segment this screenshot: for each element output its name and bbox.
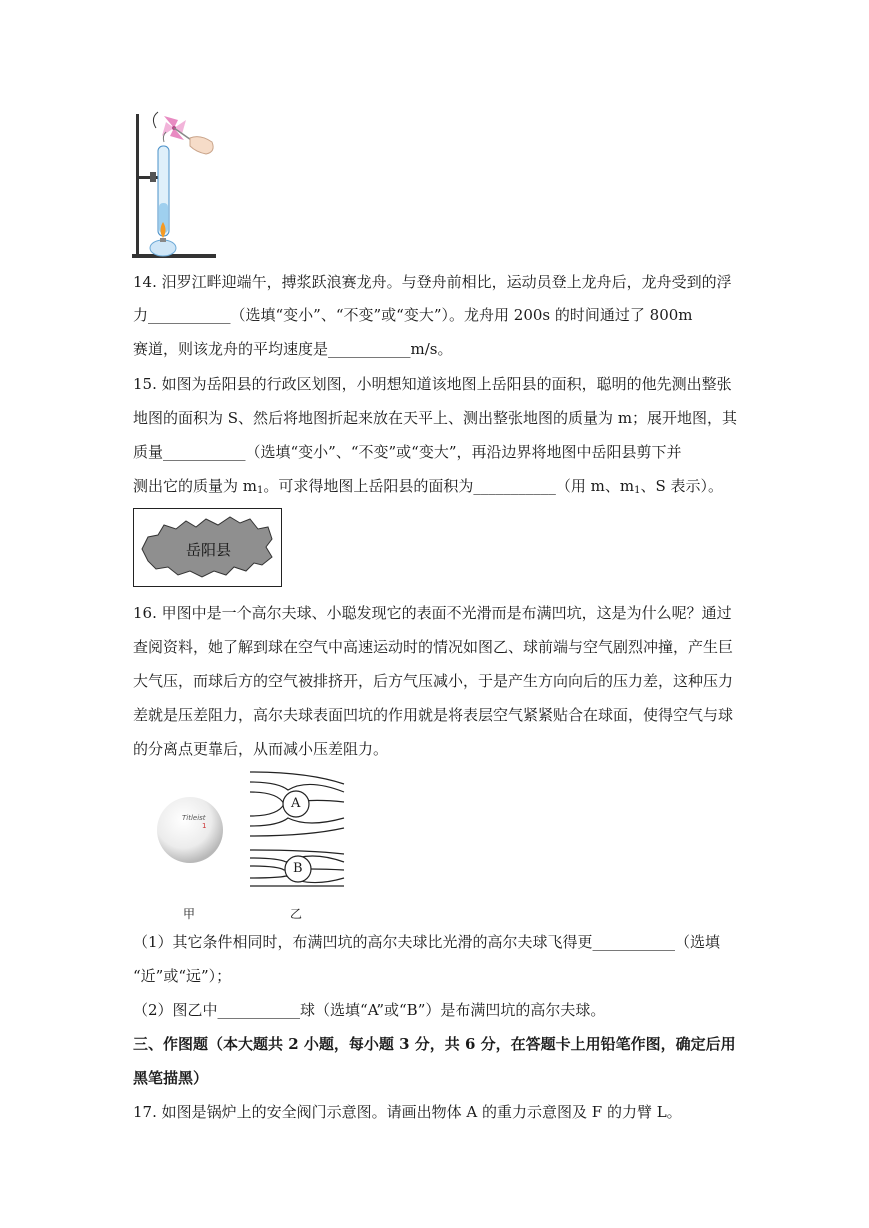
q16-sub1-line-1: （1）其它条件相同时，布满凹坑的高尔夫球比光滑的高尔夫球飞得更___________（选填	[133, 933, 721, 951]
pinwheel-apparatus-figure	[128, 108, 220, 263]
section-3-heading-line-1: 三、作图题（本大题共 2 小题，每小题 3 分，共 6 分，在答题卡上用铅笔作图，确定后用	[133, 1035, 736, 1053]
airflow-figure	[248, 768, 348, 898]
q16-line-1: 16. 甲图中是一个高尔夫球、小聪发现它的表面不光滑而是布满凹坑，这是为什么呢？通过	[133, 604, 732, 622]
q14-line-1: 14. 汨罗江畔迎端午，搏浆跃浪赛龙舟。与登舟前相比，运动员登上龙舟后，龙舟受到的浮	[133, 273, 732, 291]
q15-line-4-part-c: 、S 表示）。	[640, 477, 724, 495]
map-label: 岳阳县	[186, 541, 232, 559]
q14-line-2: 力___________（选填“变小”、“不变”或“变大”）。龙舟用 200s 的时间通过了 800m	[133, 306, 693, 324]
q16-line-4: 差就是压差阻力，高尔夫球表面凹坑的作用就是将表层空气紧紧贴合在球面，使得空气与球	[133, 706, 734, 724]
q16-line-2: 查阅资料，她了解到球在空气中高速运动时的情况如图乙、球前端与空气剧烈冲撞，产生巨	[133, 638, 734, 656]
svg-text:1: 1	[202, 822, 207, 830]
svg-text:Titleist: Titleist	[182, 814, 206, 822]
q17-text: 17. 如图是锅炉上的安全阀门示意图。请画出物体 A 的重力示意图及 F 的力臂 L。	[133, 1103, 682, 1121]
ball-b-label: B	[293, 861, 303, 876]
q16-line-3: 大气压，而球后方的空气被排挤开，后方气压减小，于是产生方向向后的压力差，这种压力	[133, 672, 734, 690]
q15-line-1: 15. 如图为岳阳县的行政区划图，小明想知道该地图上岳阳县的面积，聪明的他先测出整张	[133, 375, 732, 393]
ball-a-label: A	[291, 796, 301, 811]
q15-line-3: 质量___________（选填“变小”、“不变”或“变大”，再沿边界将地图中岳阳县剪下并	[133, 443, 682, 461]
q15-line-4-part-a: 测出它的质量为 m	[133, 477, 257, 495]
q15-line-2: 地图的面积为 S、然后将地图折起来放在天平上、测出整张地图的质量为 m；展开地图，其	[133, 409, 738, 427]
q15-line-4	[133, 476, 739, 501]
golf-ball-figure	[150, 790, 230, 870]
q15-subscript-2: 1	[634, 485, 641, 496]
q15-line-4-part-b: 。可求得地图上岳阳县的面积为___________（用 m、m	[263, 477, 635, 495]
caption-yi: 乙	[290, 907, 303, 921]
q16-line-5: 的分离点更靠后，从而减小压差阻力。	[133, 740, 389, 758]
q16-sub2: （2）图乙中___________球（选填“A”或“B”）是布满凹坑的高尔夫球。	[133, 1001, 606, 1019]
caption-jia: 甲	[183, 907, 196, 921]
section-3-heading-line-2: 黑笔描黑）	[133, 1069, 209, 1087]
yueyang-map-figure	[133, 508, 282, 587]
q16-sub1-line-2: “近”或“远”）；	[133, 967, 232, 985]
q15-subscript-1: 1	[257, 485, 264, 496]
q14-line-3: 赛道，则该龙舟的平均速度是___________m/s。	[133, 340, 453, 358]
